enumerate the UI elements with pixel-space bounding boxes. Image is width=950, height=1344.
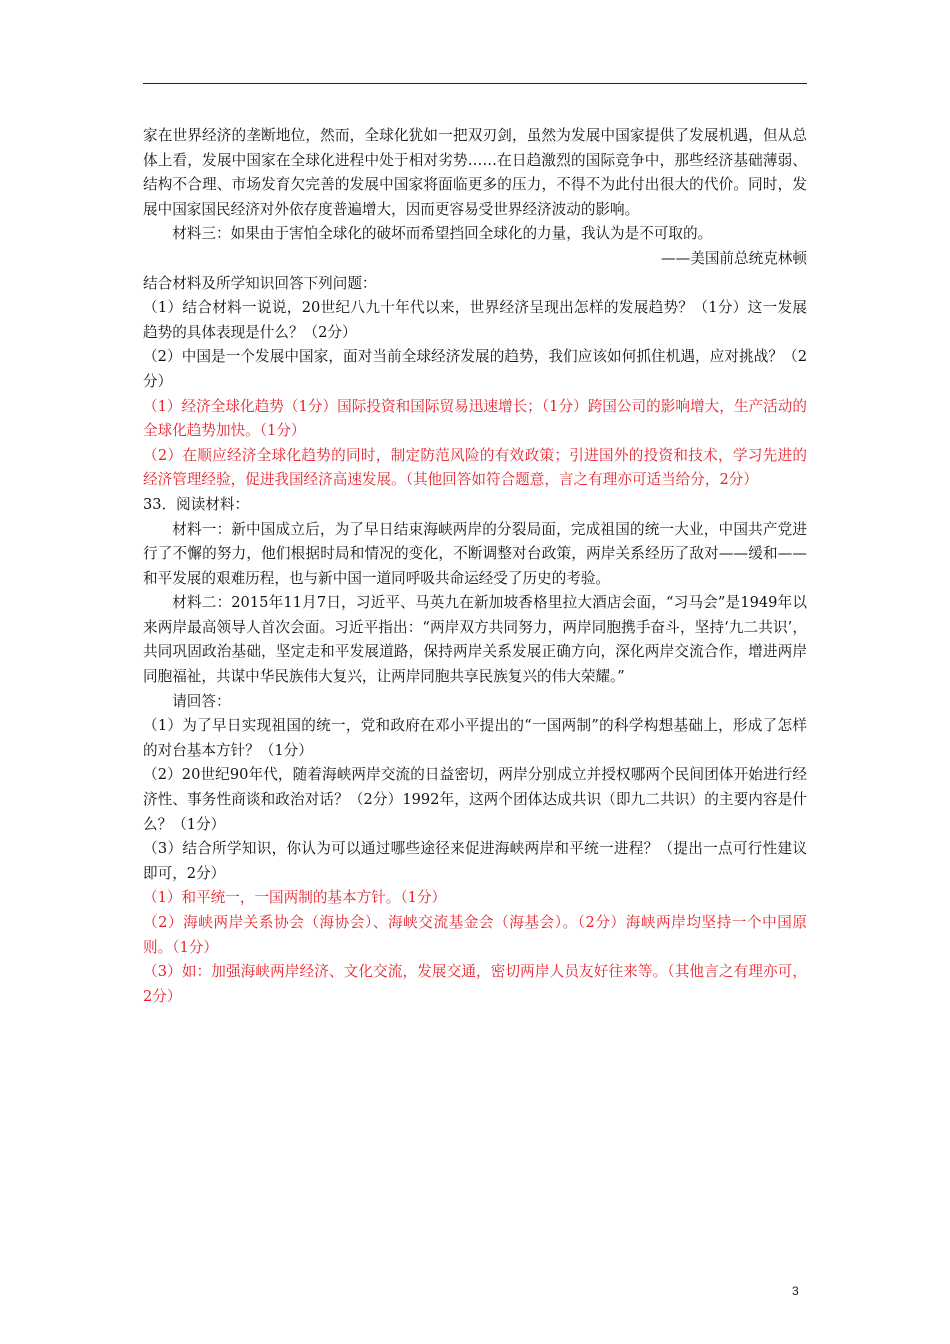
header-rule [143,83,807,84]
paragraph-material-two-continued: 家在世界经济的垄断地位，然而，全球化犹如一把双刃剑，虽然为发展中国家提供了发展机遇，但从总体上看，发展中国家在全球化进程中处于相对劣势……在日趋激烈的国际竞争中，那些经济基础薄弱、结构不合理、市场发育欠完善的发展中国家将面临更多的压力，不得不为此付出很大的代价。同时，发展中国家国民经济对外依存度普遍增大，因而更容易受世界经济波动的影响。 [143,127,807,218]
question-instruction: 结合材料及所学知识回答下列问题： [143,274,377,292]
question-33-heading: 33．阅读材料： [143,495,250,513]
material-one: 材料一：新中国成立后，为了早日结束海峡两岸的分裂局面，完成祖国的统一大业，中国共产党进行了不懈的努力，他们根据时局和情况的变化，不断调整对台政策，两岸关系经历了敌对——缓和——和平发展的艰难历程，也与新中国一道同呼吸共命运经受了历史的考验。 [143,520,807,587]
page-content [143,124,807,1009]
question-33-2: （2）20世纪90年代，随着海峡两岸交流的日益密切，两岸分别成立并授权哪两个民间团体开始进行经济性、事务性商谈和政治对话？（2分）1992年，这两个团体达成共识（即九二共识）的主要内容是什么？（1分） [143,766,807,833]
answer-2: （2）在顺应经济全球化趋势的同时，制定防范风险的有效政策；引进国外的投资和技术，学习先进的经济管理经验，促进我国经济高速发展。（其他回答如符合题意，言之有理亦可适当给分，2分） [143,446,807,489]
answer-33-2: （2）海峡两岸关系协会（海协会）、海峡交流基金会（海基会）。（2分）海峡两岸均坚持一个中国原则。（1分） [143,914,807,956]
question-2: （2）中国是一个发展中国家，面对当前全球经济发展的趋势，我们应该如何抓住机遇，应对挑战？（2分） [143,348,807,390]
question-33-1: （1）为了早日实现祖国的统一，党和政府在邓小平提出的“一国两制”的科学构想基础上，形成了怎样的对台基本方针？（1分） [143,717,807,759]
answer-1: （1）经济全球化趋势（1分）国际投资和国际贸易迅速增长；（1分）跨国公司的影响增大，生产活动的全球化趋势加快。（1分） [143,397,807,440]
question-33-3: （3）结合所学知识，你认为可以通过哪些途径来促进海峡两岸和平统一进程？（提出一点可行性建议即可，2分） [143,840,807,882]
material-three-attribution: ——美国前总统克林顿 [661,249,807,267]
page-number: 3 [792,1284,799,1298]
question-1: （1）结合材料一说说，20世纪八九十年代以来，世界经济呈现出怎样的发展趋势？（1分）这一发展趋势的具体表现是什么？（2分） [143,299,807,341]
answer-33-3: （3）如：加强海峡两岸经济、文化交流，发展交通，密切两岸人员友好往来等。（其他言之有理亦可，2分） [143,963,807,1005]
answer-33-1: （1）和平统一，一国两制的基本方针。（1分） [143,889,447,907]
please-answer: 请回答： [172,692,231,710]
material-two: 材料二：2015年11月7日，习近平、马英九在新加坡香格里拉大酒店会面，“习马会”是1949年以来两岸最高领导人首次会面。习近平指出：“两岸双方共同努力，两岸同胞携手奋斗，坚持‘九二共识’，共同巩固政治基础，坚定走和平发展道路，保持两岸关系发展正确方向，深化两岸交流合作，增进两岸同胞福祉，共谋中华民族伟大复兴，让两岸同胞共享民族复兴的伟大荣耀。” [143,594,807,686]
material-three: 材料三：如果由于害怕全球化的破坏而希望挡回全球化的力量，我认为是不可取的。 [172,225,713,243]
